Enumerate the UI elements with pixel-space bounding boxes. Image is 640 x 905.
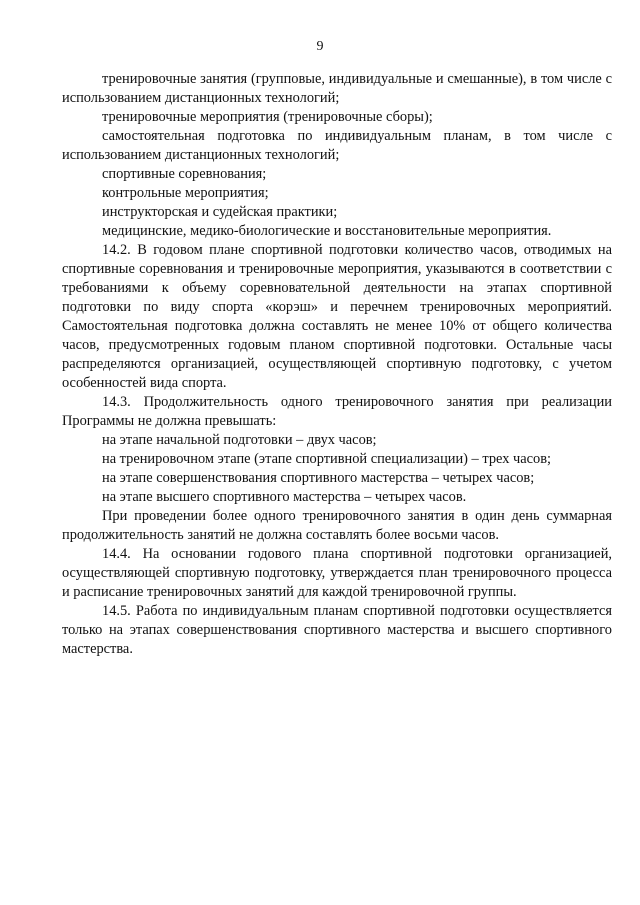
paragraph-daily-limit: При проведении более одного тренировочного занятия в один день суммарная продолжительность занятий не должна составлять более восьми часов. [62,508,612,543]
list-item-training-camps: тренировочные мероприятия (тренировочные сборы); [102,109,433,125]
list-item-competitions: спортивные соревнования; [102,166,267,182]
list-item-higher-stage: на этапе высшего спортивного мастерства – четырех часов. [102,489,467,505]
list-item-improvement-stage: на этапе совершенствования спортивного мастерства – четырех часов; [102,470,535,486]
paragraph-14-4: 14.4. На основании годового плана спортивной подготовки организацией, осуществляющей спортивную подготовку, утверждается план тренировочного процесса и расписание тренировочных занятий для каждой тренировочной группы. [62,546,612,600]
list-item-medical-events: медицинские, медико-биологические и восстановительные мероприятия. [102,223,552,239]
paragraph-14-2: 14.2. В годовом плане спортивной подготовки количество часов, отводимых на спортивные соревнования и тренировочные мероприятия, указываются в соответствии с требованиями к объему соревновательной деятельности на этапах спортивной подготовки по виду спорта «корэш» и перечнем тренировочных мероприятий. Самостоятельная подготовка должна составлять не менее 10% от общего количества часов, предусмотренных годовым планом спортивной подготовки. Остальные часы распределяются организацией, осуществляющей спортивную подготовку, с учетом особенностей вида спорта. [62,242,612,391]
document-body [62,70,612,659]
list-item-initial-stage: на этапе начальной подготовки – двух часов; [102,432,377,448]
list-item-instructor-practice: инструкторская и судейская практики; [102,204,338,220]
list-item-control-events: контрольные мероприятия; [102,185,269,201]
list-item-self-training: самостоятельная подготовка по индивидуальным планам, в том числе с использованием дистанционных технологий; [62,128,612,163]
list-item-training-stage: на тренировочном этапе (этапе спортивной специализации) – трех часов; [102,451,552,467]
paragraph-14-3: 14.3. Продолжительность одного тренировочного занятия при реализации Программы не должна превышать: [62,394,612,429]
paragraph-14-5: 14.5. Работа по индивидуальным планам спортивной подготовки осуществляется только на этапах совершенствования спортивного мастерства и высшего спортивного мастерства. [62,603,612,657]
list-item-training-sessions: тренировочные занятия (групповые, индивидуальные и смешанные), в том числе с использованием дистанционных технологий; [62,71,612,106]
page-number: 9 [316,39,324,54]
